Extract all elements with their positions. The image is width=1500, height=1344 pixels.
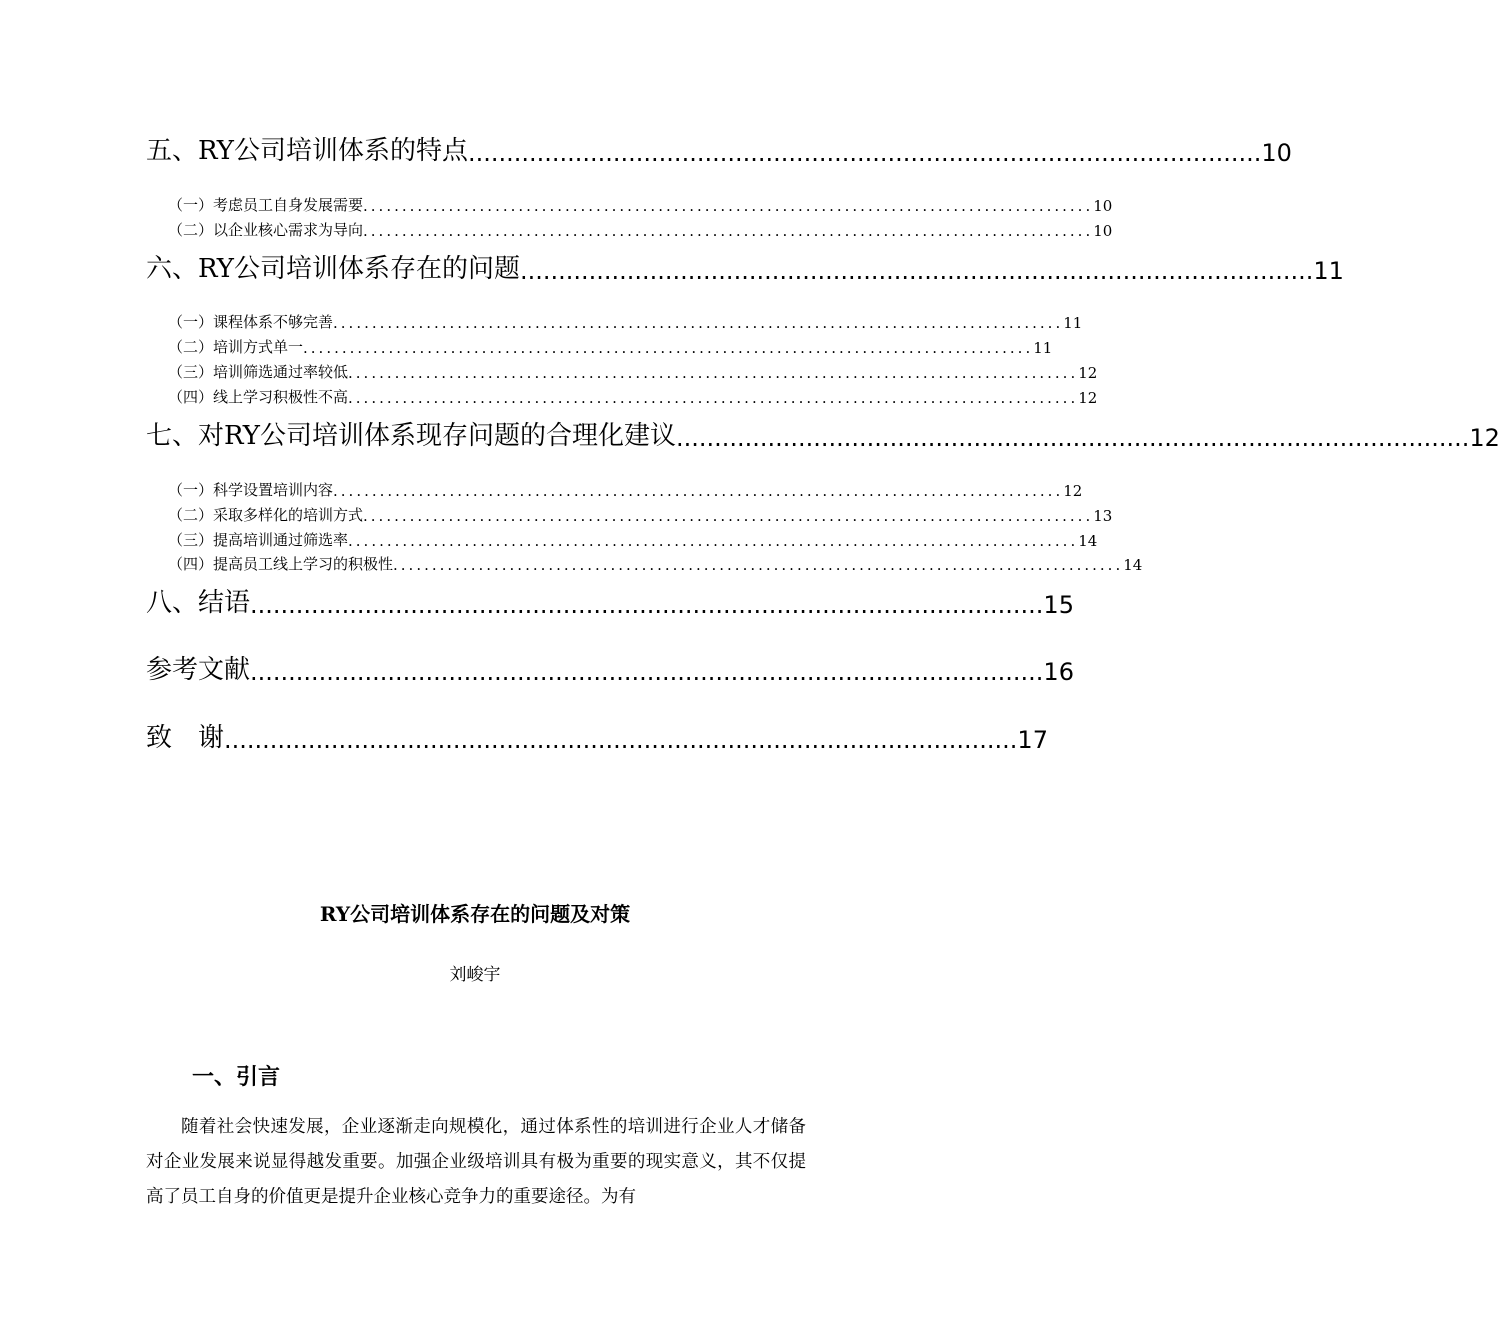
toc-leader: ..............................................................................................: [333, 314, 1064, 332]
toc-entry[interactable]: [168, 220, 1113, 240]
toc-entry-page: 12: [1063, 482, 1083, 500]
toc-entry[interactable]: [168, 195, 1113, 215]
toc-entry-text: （二）采取多样化的培训方式: [168, 506, 364, 524]
toc-entry-text: （一）考虑员工自身发展需要: [168, 196, 364, 214]
toc-leader: ..............................................................................................: [303, 339, 1034, 357]
toc-entry-text: （一）科学设置培训内容: [168, 481, 334, 499]
toc-entry-page: 10: [1093, 222, 1113, 240]
toc-leader: ..............................................................................................: [363, 197, 1094, 215]
toc-leader: ..............................................................................................: [348, 364, 1079, 382]
toc-leader: ..............................................................................................: [363, 507, 1094, 525]
toc-entry-page: 13: [1093, 507, 1113, 525]
toc-entry-page: 17: [1017, 726, 1048, 754]
toc-entry[interactable]: [168, 362, 1098, 382]
toc-entry-page: 10: [1261, 139, 1292, 167]
toc-entry[interactable]: [146, 418, 1500, 452]
toc-entry[interactable]: [168, 505, 1113, 525]
toc-entry[interactable]: [146, 720, 1048, 754]
toc-entry-text: （一）课程体系不够完善: [168, 313, 334, 331]
toc-entry-text: 致 谢: [146, 723, 225, 753]
toc-entry[interactable]: [168, 387, 1098, 407]
toc-entry-page: 16: [1043, 658, 1074, 686]
toc-entry-text: （三）提高培训通过筛选率: [168, 531, 349, 549]
toc-entry[interactable]: [146, 652, 1074, 686]
toc-entry-text: 七、对RY公司培训体系现存问题的合理化建议: [146, 421, 676, 451]
toc-entry-text: （二）以企业核心需求为导向: [168, 221, 364, 239]
toc-leader: ........................................................................................................: [675, 424, 1470, 452]
toc-entry[interactable]: [168, 312, 1083, 332]
toc-entry-page: 10: [1093, 197, 1113, 215]
toc-entry[interactable]: [168, 530, 1098, 550]
toc-entry-page: 11: [1313, 257, 1344, 285]
toc-entry-text: （三）培训筛选通过率较低: [168, 363, 349, 381]
toc-entry-text: 参考文献: [146, 655, 251, 685]
toc-entry[interactable]: [146, 585, 1074, 619]
toc-entry-text: 六、RY公司培训体系存在的问题: [146, 254, 520, 284]
toc-entry-text: （四）线上学习积极性不高: [168, 388, 349, 406]
toc-entry-page: 12: [1078, 389, 1098, 407]
toc-entry-page: 12: [1469, 424, 1500, 452]
toc-leader: ........................................................................................................: [519, 257, 1314, 285]
body-paragraph: 随着社会快速发展，企业逐渐走向规模化，通过体系性的培训进行企业人才储备对企业发展来说显得越发重要。加强企业级培训具有极为重要的现实意义，其不仅提高了员工自身的价值更是提升企业核心竞争力的重要途径。为有: [146, 1117, 806, 1207]
article-title: RY公司培训体系存在的问题及对策: [319, 902, 631, 926]
toc-leader: ........................................................................................................: [224, 726, 1018, 754]
toc-entry[interactable]: [146, 133, 1292, 167]
toc-leader: ..............................................................................................: [363, 222, 1094, 240]
toc-leader: ..............................................................................................: [333, 482, 1064, 500]
toc-entry-page: 14: [1123, 556, 1143, 574]
toc-entry-text: （四）提高员工线上学习的积极性: [168, 555, 394, 573]
toc-entry-page: 11: [1063, 314, 1083, 332]
toc-entry-text: 五、RY公司培训体系的特点: [146, 136, 468, 166]
toc-entry-page: 15: [1043, 591, 1074, 619]
toc-entry-text: 八、结语: [146, 588, 251, 618]
toc-entry-page: 12: [1078, 364, 1098, 382]
toc-entry[interactable]: [146, 251, 1344, 285]
toc-leader: ..............................................................................................: [393, 556, 1124, 574]
toc-leader: ........................................................................................................: [250, 591, 1044, 619]
section-heading: 一、引言: [192, 1065, 281, 1090]
toc-entry[interactable]: [168, 480, 1083, 500]
toc-entry-text: （二）培训方式单一: [168, 338, 304, 356]
toc-entry-page: 11: [1033, 339, 1053, 357]
toc-leader: ........................................................................................................: [467, 139, 1262, 167]
toc-entry[interactable]: [168, 554, 1143, 574]
toc-leader: ..............................................................................................: [348, 532, 1079, 550]
toc-entry[interactable]: [168, 337, 1053, 357]
toc-leader: ........................................................................................................: [250, 658, 1044, 686]
toc-leader: ..............................................................................................: [348, 389, 1079, 407]
article-author: 刘峻宇: [449, 965, 501, 985]
toc-entry-page: 14: [1078, 532, 1098, 550]
